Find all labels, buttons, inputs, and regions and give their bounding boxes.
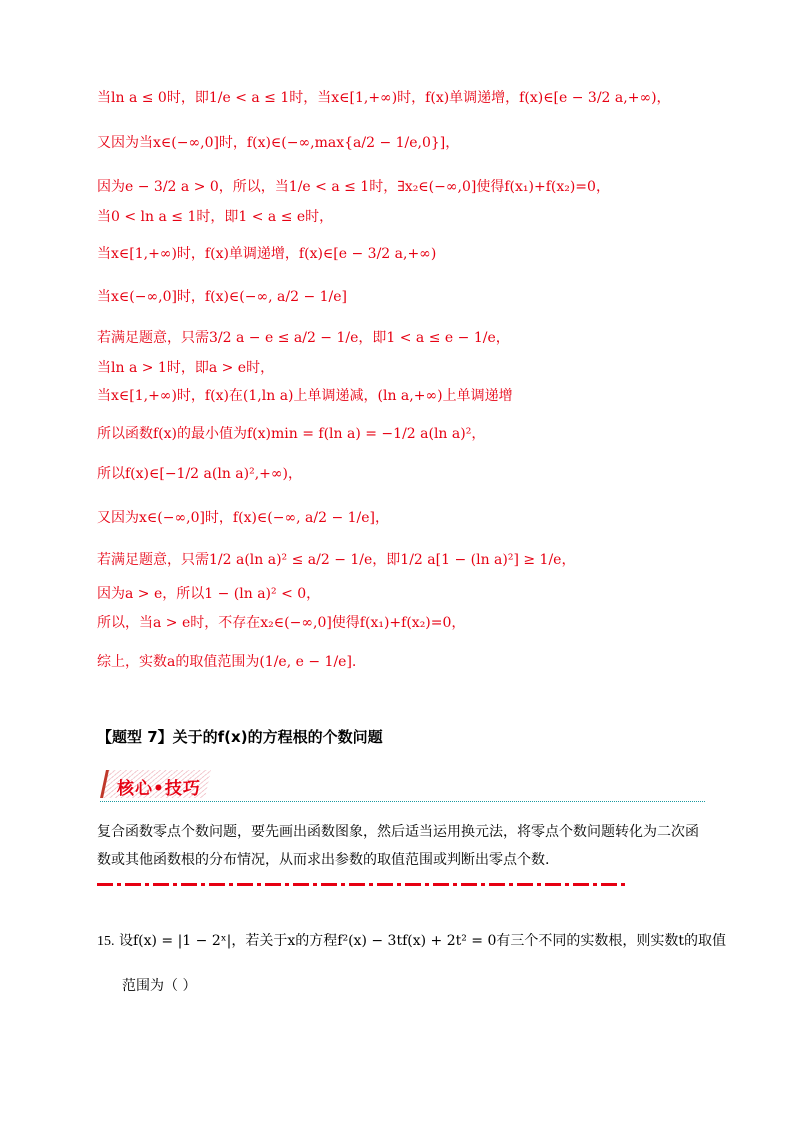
question-line-2: 范围为（ ） bbox=[122, 978, 197, 994]
solution-line-6: 当x∈(−∞,0]时，f(x)∈(−∞, a/2 − 1/e] bbox=[97, 289, 348, 305]
tips-banner bbox=[97, 768, 209, 802]
section-title: 【题型 7】关于的f(x)的方程根的个数问题 bbox=[97, 728, 383, 746]
question-number: 15. bbox=[97, 934, 115, 949]
solution-line-9: 当x∈[1,+∞)时，f(x)在(1,ln a)上单调递减，(ln a,+∞)上单调递增 bbox=[97, 388, 513, 404]
solution-line-16: 综上，实数a的取值范围为(1/e, e − 1/e]. bbox=[97, 654, 357, 670]
solution-line-15: 所以，当a > e时，不存在x₂∈(−∞,0]使得f(x₁)+f(x₂)=0， bbox=[97, 615, 466, 631]
dotted-divider bbox=[100, 801, 705, 802]
solution-line-2: 又因为当x∈(−∞,0]时，f(x)∈(−∞,max{a/2 − 1/e,0}]， bbox=[97, 135, 460, 151]
dash-dot-divider bbox=[97, 883, 627, 886]
solution-line-4: 当0 < ln a ≤ 1时，即1 < a ≤ e时， bbox=[97, 209, 334, 225]
question-text: 设f(x) = |1 − 2ˣ|，若关于x的方程f²(x) − 3tf(x) + 2t² = 0有三个不同的实数根，则实数t的取值 bbox=[118, 933, 727, 949]
solution-line-7: 若满足题意，只需3/2 a − e ≤ a/2 − 1/e，即1 < a ≤ e − 1/e， bbox=[97, 330, 510, 346]
solution-line-13: 若满足题意，只需1/2 a(ln a)² ≤ a/2 − 1/e，即1/2 a[1 − (ln a)²] ≥ 1/e， bbox=[97, 552, 576, 568]
solution-line-8: 当ln a > 1时，即a > e时， bbox=[97, 360, 275, 376]
banner-label: 核心•技巧 bbox=[117, 779, 201, 799]
solution-line-11: 所以f(x)∈[−1/2 a(ln a)²,+∞)， bbox=[97, 466, 303, 482]
solution-line-1: 当ln a ≤ 0时，即1/e < a ≤ 1时，当x∈[1,+∞)时，f(x)单调递增，f(x)∈[e − 3/2 a,+∞)， bbox=[97, 90, 671, 106]
solution-line-12: 又因为x∈(−∞,0]时，f(x)∈(−∞, a/2 − 1/e]， bbox=[97, 510, 390, 526]
solution-line-14: 因为a > e，所以1 − (ln a)² < 0， bbox=[97, 586, 321, 602]
solution-line-5: 当x∈[1,+∞)时，f(x)单调递增，f(x)∈[e − 3/2 a,+∞) bbox=[97, 246, 437, 262]
solution-line-10: 所以函数f(x)的最小值为f(x)min = f(ln a) = −1/2 a(ln a)²， bbox=[97, 426, 486, 442]
question-line-1 bbox=[97, 930, 726, 950]
tip-paragraph: 复合函数零点个数问题，要先画出函数图象，然后适当运用换元法，将零点个数问题转化为二次函数或其他函数根的分布情况，从而求出参数的取值范围或判断出零点个数. bbox=[97, 824, 699, 868]
solution-line-3: 因为e − 3/2 a > 0，所以，当1/e < a ≤ 1时，∃x₂∈(−∞,0]使得f(x₁)+f(x₂)=0， bbox=[97, 179, 610, 195]
